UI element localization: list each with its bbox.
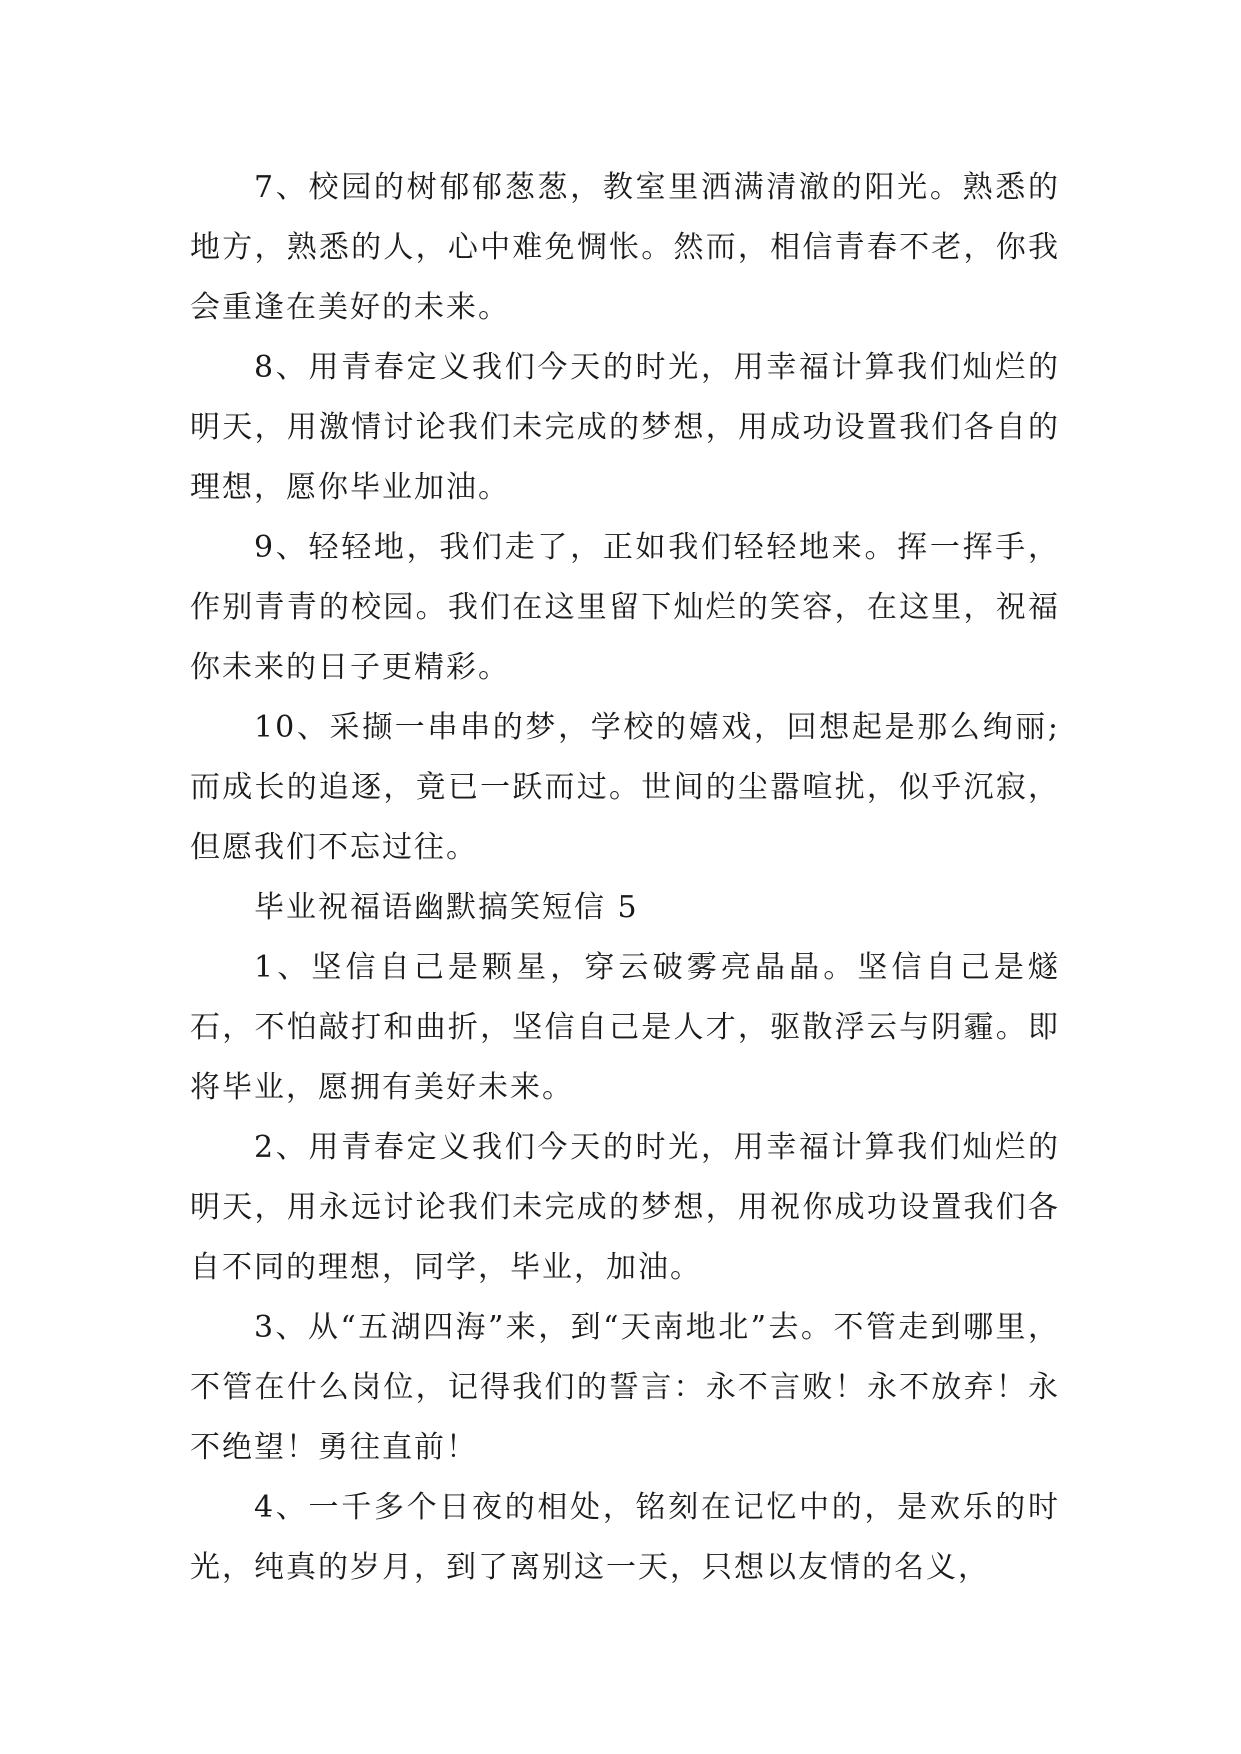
section-paragraph-3: 3、从“五湖四海”来，到“天南地北”去。不管走到哪里，不管在什么岗位，记得我们的誓言：永不言败！永不放弃！永不绝望！勇往直前！ [190, 1310, 1060, 1465]
document-body [190, 158, 1060, 1598]
paragraph-10: 10、采撷一串串的梦，学校的嬉戏，回想起是那么绚丽;而成长的追逐，竟已一跃而过。世间的尘嚣喧扰，似乎沉寂，但愿我们不忘过往。 [190, 710, 1060, 865]
paragraph-9: 9、轻轻地，我们走了，正如我们轻轻地来。挥一挥手，作别青青的校园。我们在这里留下灿烂的笑容，在这里，祝福你未来的日子更精彩。 [190, 530, 1060, 685]
section-paragraph-4: 4、一千多个日夜的相处，铭刻在记忆中的，是欢乐的时光，纯真的岁月，到了离别这一天，只想以友情的名义， [190, 1490, 1060, 1585]
section-paragraph-2: 2、用青春定义我们今天的时光，用幸福计算我们灿烂的明天，用永远讨论我们未完成的梦想，用祝你成功设置我们各自不同的理想，同学，毕业，加油。 [190, 1130, 1060, 1285]
section-paragraph-1: 1、坚信自己是颗星，穿云破雾亮晶晶。坚信自己是燧石，不怕敲打和曲折，坚信自己是人才，驱散浮云与阴霾。即将毕业，愿拥有美好未来。 [190, 950, 1060, 1105]
paragraph-7: 7、校园的树郁郁葱葱，教室里洒满清澈的阳光。熟悉的地方，熟悉的人，心中难免惆怅。然而，相信青春不老，你我会重逢在美好的未来。 [190, 170, 1060, 325]
section-title: 毕业祝福语幽默搞笑短信 5 [254, 890, 639, 925]
paragraph-8: 8、用青春定义我们今天的时光，用幸福计算我们灿烂的明天，用激情讨论我们未完成的梦想，用成功设置我们各自的理想，愿你毕业加油。 [190, 350, 1060, 505]
